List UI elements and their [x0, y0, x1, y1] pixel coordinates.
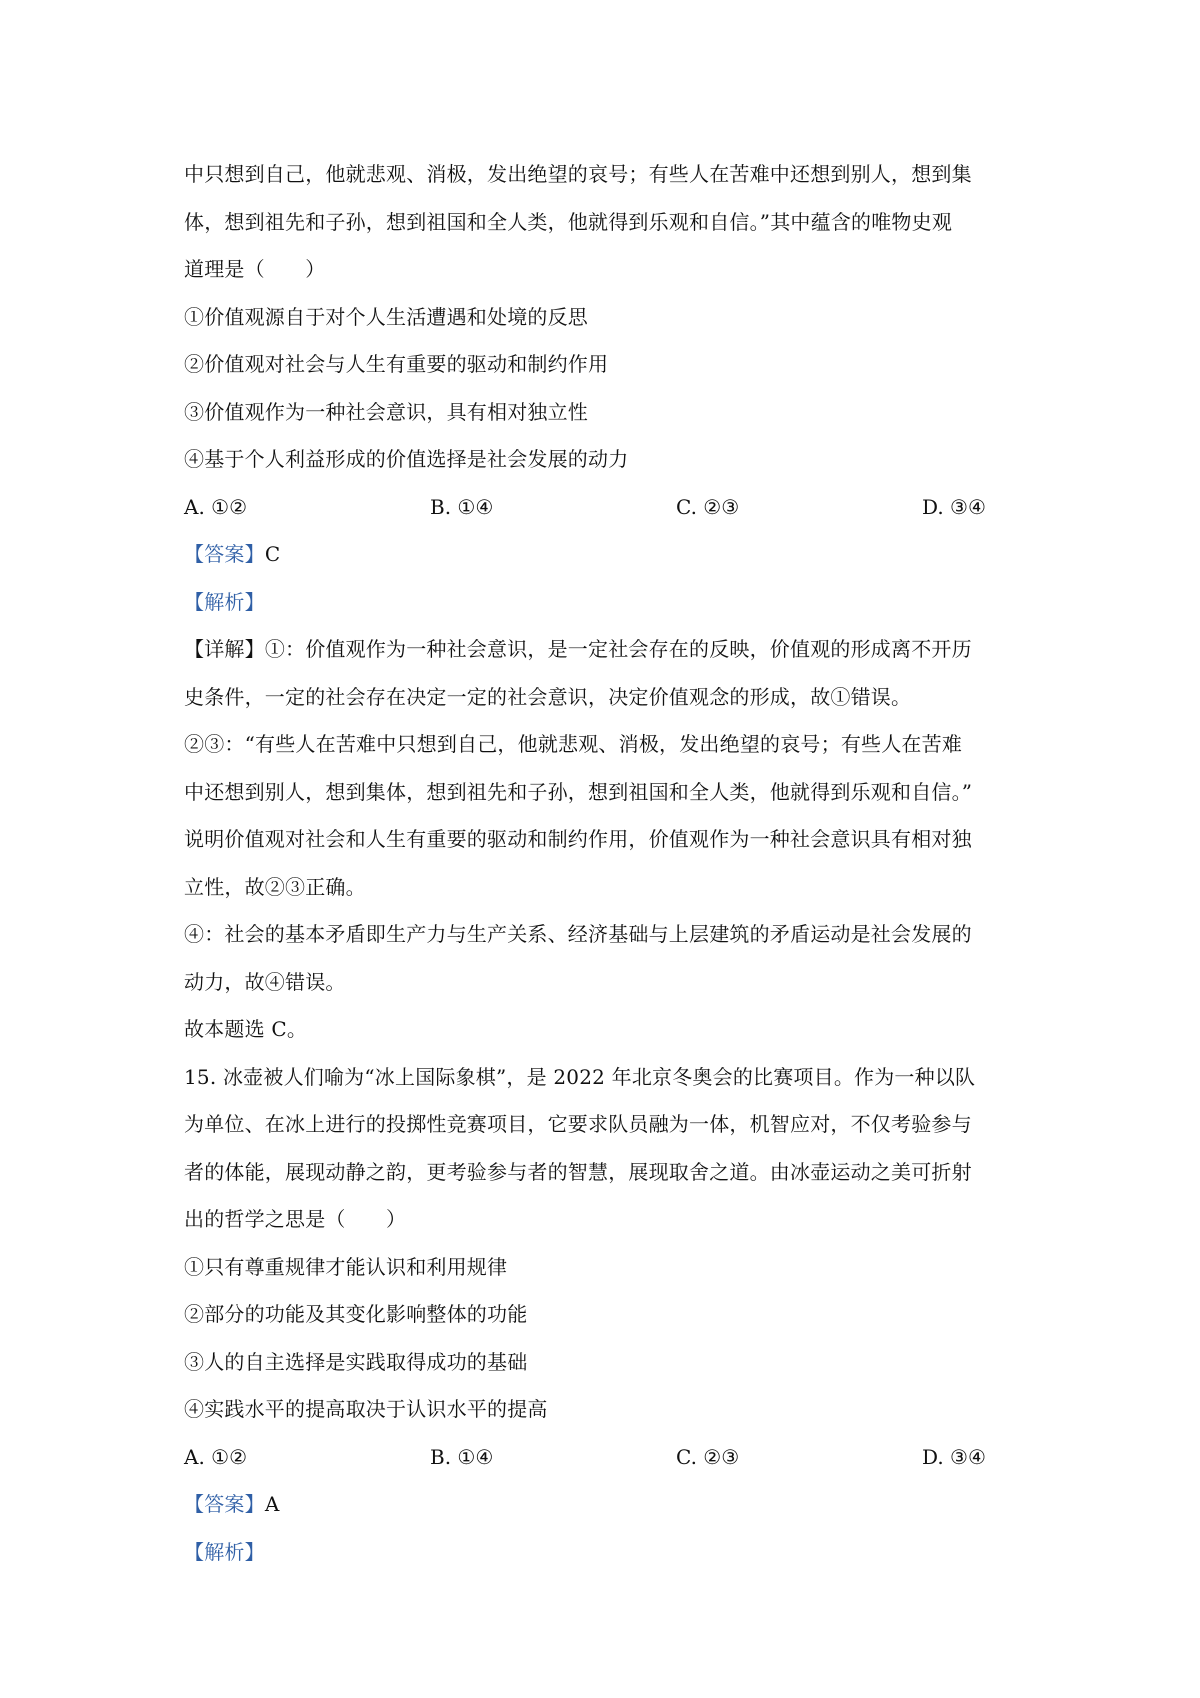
q15-stem [184, 1054, 1024, 1244]
q14-statement-3: ③价值观作为一种社会意识，具有相对独立性 [184, 399, 588, 424]
q15-option-a: A. ①② [184, 1444, 248, 1469]
q15-options [184, 1434, 1024, 1482]
q14-stem-line: 中只想到自己，他就悲观、消极，发出绝望的哀号；有些人在苦难中还想到别人，想到集 [184, 162, 972, 186]
q15-statement-4: ④实践水平的提高取决于认识水平的提高 [184, 1397, 548, 1421]
analysis-label: 【解析】 [184, 589, 265, 614]
q14-detail-line: 立性，故②③正确。 [184, 874, 366, 899]
q15-option-b: B. ①④ [430, 1444, 494, 1469]
q15-analysis [184, 1529, 1024, 1577]
q15-answer [184, 1481, 1024, 1529]
document-page [184, 151, 1024, 1576]
q14-detail-line: 故本题选 C。 [184, 1017, 308, 1041]
answer-value: C [264, 542, 281, 566]
q15-stem-line: 者的体能，展现动静之韵，更考验参与者的智慧，展现取舍之道。由冰壶运动之美可折射 [184, 1159, 972, 1184]
analysis-label: 【解析】 [184, 1539, 265, 1564]
answer-label: 【答案】 [184, 542, 265, 566]
q14-option-c: C. ②③ [676, 494, 740, 519]
q14-detail-line: 史条件，一定的社会存在决定一定的社会意识，决定价值观念的形成，故①错误。 [184, 684, 912, 709]
q15-option-d: D. ③④ [922, 1444, 986, 1469]
q14-detail-line: ④：社会的基本矛盾即生产力与生产关系、经济基础与上层建筑的矛盾运动是社会发展的 [184, 922, 972, 946]
detail-text: ①：价值观作为一种社会意识，是一定社会存在的反映，价值观的形成离不开历 [264, 637, 972, 661]
q14-statement-4: ④基于个人利益形成的价值选择是社会发展的动力 [184, 447, 629, 471]
q14-answer [184, 531, 1024, 579]
q14-statement-1: ①价值观源自于对个人生活遭遇和处境的反思 [184, 304, 588, 329]
q14-option-b: B. ①④ [430, 494, 494, 519]
q14-statement-2: ②价值观对社会与人生有重要的驱动和制约作用 [184, 352, 609, 376]
q14-detail-line: 说明价值观对社会和人生有重要的驱动和制约作用，价值观作为一种社会意识具有相对独 [184, 827, 972, 851]
detail-label: 【详解】 [184, 637, 265, 661]
q14-detail-line: 中还想到别人，想到集体，想到祖先和子孙，想到祖国和全人类，他就得到乐观和自信。” [184, 779, 973, 804]
q14-detail-line: 动力，故④错误。 [184, 969, 346, 994]
q14-statements [184, 294, 1024, 484]
q15-statements [184, 1244, 1024, 1434]
q15-stem-line: 出的哲学之思是（ ） [184, 1207, 407, 1231]
q14-option-d: D. ③④ [922, 494, 986, 519]
q14-options [184, 484, 1024, 532]
q14-detail-line: ②③：“有些人在苦难中只想到自己，他就悲观、消极，发出绝望的哀号；有些人在苦难 [184, 732, 963, 756]
q15-statement-2: ②部分的功能及其变化影响整体的功能 [184, 1302, 528, 1326]
q15-statement-3: ③人的自主选择是实践取得成功的基础 [184, 1349, 528, 1374]
q15-option-c: C. ②③ [676, 1444, 740, 1469]
q15-statement-1: ①只有尊重规律才能认识和利用规律 [184, 1254, 508, 1279]
q14-stem [184, 151, 1024, 294]
q14-detail-line [184, 626, 1024, 674]
answer-label: 【答案】 [184, 1492, 265, 1516]
q14-detail [184, 626, 1024, 1054]
answer-value: A [264, 1492, 280, 1516]
q15-stem-line: 15. 冰壶被人们喻为“冰上国际象棋”，是 2022 年北京冬奥会的比赛项目。作为一种以队 [184, 1064, 976, 1089]
q14-option-a: A. ①② [184, 494, 248, 519]
q15-stem-line: 为单位、在冰上进行的投掷性竞赛项目，它要求队员融为一体，机智应对，不仅考验参与 [184, 1112, 972, 1136]
q14-stem-line: 道理是（ ） [184, 257, 326, 281]
q14-stem-line: 体，想到祖先和子孙，想到祖国和全人类，他就得到乐观和自信。”其中蕴含的唯物史观 [184, 209, 953, 234]
q14-analysis [184, 579, 1024, 627]
